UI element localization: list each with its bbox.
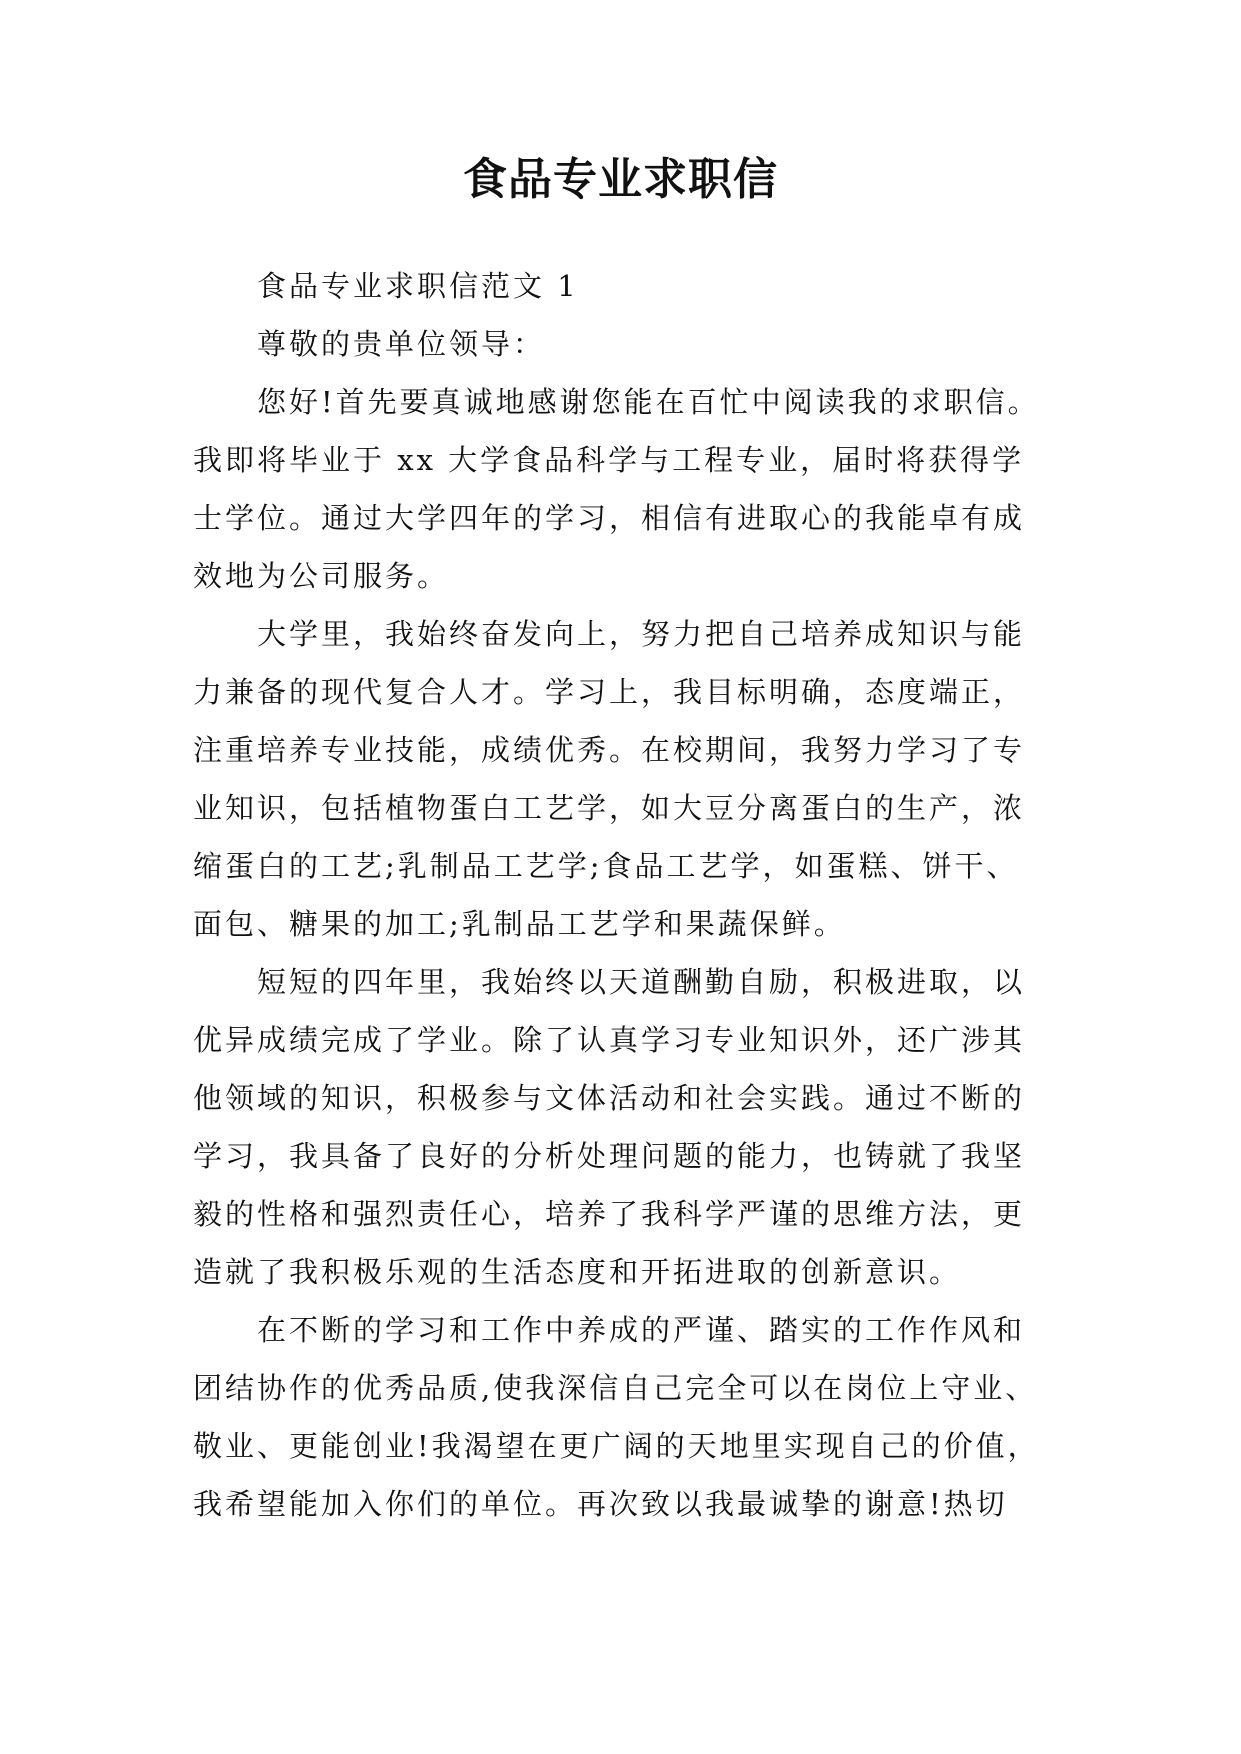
text-line: 大学里，我始终奋发向上，努力把自己培养成知识与能 — [257, 617, 1026, 651]
text-line: 我希望能加入你们的单位。再次致以我最诚挚的谢意!热切 — [193, 1487, 1008, 1521]
text-line: 优异成绩完成了学业。除了认真学习专业知识外，还广涉其 — [193, 1023, 1026, 1057]
text-line: 士学位。通过大学四年的学习，相信有进取心的我能卓有成 — [193, 501, 1026, 535]
text-line: 我即将毕业于 xx 大学食品科学与工程专业，届时将获得学 — [193, 443, 1025, 477]
text-line: 效地为公司服务。 — [193, 559, 450, 593]
text-line: 学习，我具备了良好的分析处理问题的能力，也铸就了我坚 — [193, 1139, 1026, 1173]
document-body — [193, 257, 1073, 1533]
text-line: 团结协作的优秀品质,使我深信自己完全可以在岗位上守业、 — [193, 1371, 1038, 1405]
text-line: 力兼备的现代复合人才。学习上，我目标明确，态度端正， — [193, 675, 1026, 709]
text-line: 缩蛋白的工艺;乳制品工艺学;食品工艺学，如蛋糕、饼干、 — [193, 849, 1019, 883]
text-line: 业知识，包括植物蛋白工艺学，如大豆分离蛋白的生产，浓 — [193, 791, 1026, 825]
text-line: 面包、糖果的加工;乳制品工艺学和果蔬保鲜。 — [193, 907, 846, 941]
text-line: 注重培养专业技能，成绩优秀。在校期间，我努力学习了专 — [193, 733, 1026, 767]
text-line: 食品专业求职信范文 1 — [257, 269, 579, 303]
text-line: 毅的性格和强烈责任心，培养了我科学严谨的思维方法，更 — [193, 1197, 1026, 1231]
text-line: 他领域的知识，积极参与文体活动和社会实践。通过不断的 — [193, 1081, 1026, 1115]
text-line: 敬业、更能创业!我渴望在更广阔的天地里实现自己的价值， — [193, 1429, 1040, 1463]
text-line: 在不断的学习和工作中养成的严谨、踏实的工作作风和 — [257, 1313, 1026, 1347]
document-title: 食品专业求职信 — [463, 154, 778, 205]
text-line: 尊敬的贵单位领导： — [257, 327, 546, 361]
text-line: 短短的四年里，我始终以天道酬勤自励，积极进取，以 — [257, 965, 1026, 999]
text-line: 造就了我积极乐观的生活态度和开拓进取的创新意识。 — [193, 1255, 962, 1289]
text-line: 您好!首先要真诚地感谢您能在百忙中阅读我的求职信。 — [257, 385, 1040, 419]
